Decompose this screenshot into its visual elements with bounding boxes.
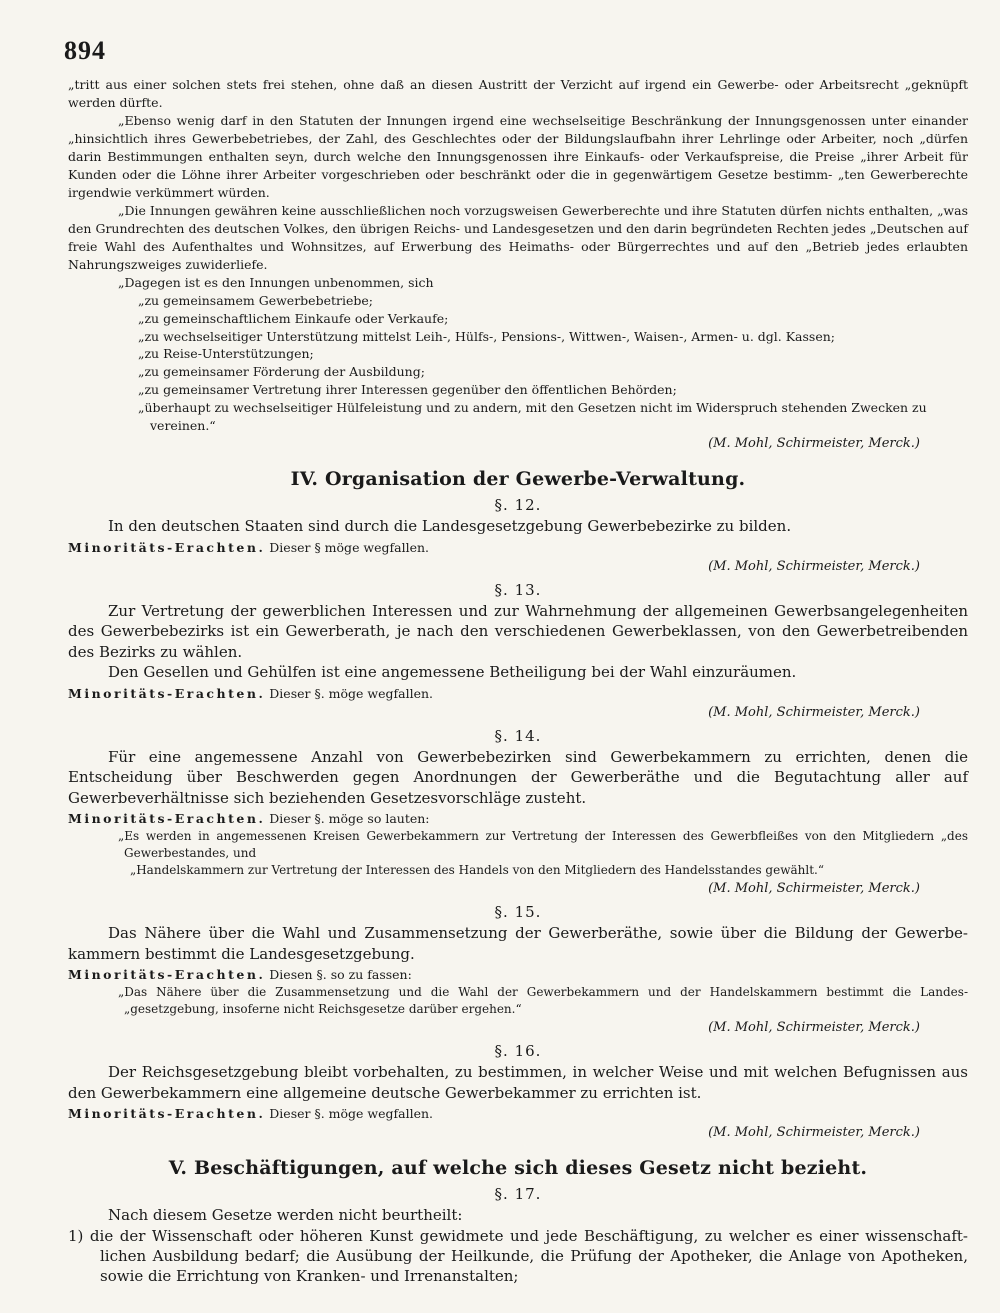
list-item: „zu Reise-Unterstützungen; (138, 346, 314, 362)
section-13-minority (68, 685, 968, 703)
minority-text: Diesen §. so zu fassen: (269, 967, 412, 983)
list-item: „zu wechselseitiger Unterstützung mittelst Leih-, Hülfs-, Pensions-, Wittwen-, Waisen-, Armen- u. dgl. Kassen; (138, 328, 835, 344)
heading-v: V. Beschäftigungen, auf welche sich dieses Gesetz nicht bezieht. (168, 1157, 868, 1180)
section-15-text: Das Nähere über die Wahl und Zusammensetzung der Gewerberäthe, sowie über die Bildung der Gewerbe- kammern bestimmt die Landesgesetzgebung. (68, 924, 968, 963)
signature: (M. Mohl, Schirmeister, Merck.) (708, 436, 920, 452)
section-12-number: §. 12. (494, 496, 542, 515)
section-14-minority (68, 810, 968, 828)
section-14-quote-2: „Handelskammern zur Vertretung der Interessen des Handels von den Mitgliedern des Handelsstandes gewählt.“ (130, 863, 824, 878)
section-12-minority (68, 539, 968, 557)
section-16-minority (68, 1105, 968, 1123)
signature: (M. Mohl, Schirmeister, Merck.) (708, 1020, 920, 1036)
section-12-text: In den deutschen Staaten sind durch die Landesgesetzgebung Gewerbebezirke zu bilden. (108, 517, 792, 536)
section-16-text: Der Reichsgesetzgebung bleibt vorbehalten, zu bestimmen, in welcher Weise und mit welchen Befugnissen aus den Gewerbekammern eine allgemeine deutsche Gewerbekammer zu errichten ist. (68, 1063, 968, 1102)
list-item: „zu gemeinsamer Förderung der Ausbildung; (138, 364, 425, 380)
list-item: „zu gemeinschaftlichem Einkaufe oder Verkaufe; (138, 310, 449, 326)
section-15-number: §. 15. (494, 903, 542, 922)
signature: (M. Mohl, Schirmeister, Merck.) (708, 558, 920, 574)
minority-label: Minoritäts-Erachten. (68, 1106, 266, 1122)
section-15-minority (68, 966, 968, 984)
intro-quote-1: „tritt aus einer solchen stets frei stehen, ohne daß an diesen Austritt der Verzicht auf irgend ein Gewerbe- oder Arbeitsrecht „geknüpft werden dürfte. (68, 77, 968, 110)
list-item: „überhaupt zu wechselseitiger Hülfeleistung und zu andern, mit den Gesetzen nicht im Widerspruch stehenden Zwecken zu (138, 399, 927, 415)
intro-list (68, 292, 968, 434)
minority-label: Minoritäts-Erachten. (68, 685, 266, 701)
list-item-continuation: vereinen.“ (150, 417, 216, 433)
heading-iv: IV. Organisation der Gewerbe-Verwaltung. (290, 468, 746, 491)
signature: (M. Mohl, Schirmeister, Merck.) (708, 704, 920, 720)
section-14-text: Für eine angemessene Anzahl von Gewerbebezirken sind Gewerbekammern zu errichten, denen die Entscheidung über Beschwerden gegen Anordnungen der Gewerberäthe und die Begutachtung aller auf Gewerbeverhältnisse sich beziehenden Gesetzesvorschläge zusteht. (68, 747, 968, 807)
page-body (68, 76, 968, 1286)
section-14-quote-1: „Es werden in angemessenen Kreisen Gewerbekammern zur Vertretung der Interessen des Gewerbfleißes von den Mitgliedern „des Gewerbestandes, und (118, 829, 968, 861)
signature: (M. Mohl, Schirmeister, Merck.) (708, 881, 920, 897)
minority-label: Minoritäts-Erachten. (68, 811, 266, 827)
section-14-number: §. 14. (494, 726, 542, 745)
section-13-number: §. 13. (494, 580, 542, 599)
section-13-text-2: Den Gesellen und Gehülfen ist eine angemessene Betheiligung bei der Wahl einzuräumen. (108, 663, 797, 682)
minority-text: Dieser § möge wegfallen. (269, 539, 430, 555)
intro-quote-4: „Dagegen ist es den Innungen unbenommen, sich (118, 275, 434, 290)
list-item: „zu gemeinsamer Vertretung ihrer Interessen gegenüber den öffentlichen Behörden; (138, 381, 677, 397)
minority-label: Minoritäts-Erachten. (68, 967, 266, 983)
section-17-intro: Nach diesem Gesetze werden nicht beurtheilt: (108, 1206, 463, 1225)
section-16-number: §. 16. (494, 1042, 542, 1061)
signature: (M. Mohl, Schirmeister, Merck.) (708, 1125, 920, 1141)
section-13-text-1: Zur Vertretung der gewerblichen Interessen und zur Wahrnehmung der allgemeinen Gewerbsangelegenheiten des Gewerbebezirks ist ein Gewerberath, je nach den verschiedenen Gewerbeklassen, von den Gewerbetreibenden des Bezirks zu wählen. (68, 601, 968, 661)
section-17-number: §. 17. (494, 1185, 542, 1204)
intro-quote-2: „Ebenso wenig darf in den Statuten der Innungen irgend eine wechselseitige Beschränkung der Innungsgenossen unter einander „hinsichtlich ihres Gewerbebetriebes, der Zahl, des Geschlechtes oder der Bildungslaufbahn ihrer Lehrlinge oder Arbeiter, noch „dürfen darin Bestimmungen enthalten seyn, durch welche den Innungsgenossen ihre Einkaufs- oder Verkaufspreise, die Preise „ihrer Arbeit für Kunden oder die Löhne ihrer Arbeiter vorgeschrieben oder beschränkt oder die in gegenwärtigem Gesetze bestimm- „ten Gewerberechte irgendwie verkümmert würden. (68, 113, 968, 200)
minority-text: Dieser §. möge so lauten: (269, 811, 430, 827)
section-17-item-1: 1) die der Wissenschaft oder höheren Kunst gewidmete und jede Beschäftigung, zu welcher es einer wissenschaft- lichen Ausbildung bedarf; die Ausübung der Heilkunde, die Prüfung der Apotheker, die Anlage von Apotheken, sowie die Errichtung von Kranken- und Irrenanstalten; (68, 1226, 968, 1285)
page-number: 894 (64, 36, 106, 65)
intro-quote-3: „Die Innungen gewähren keine ausschließlichen noch vorzugsweisen Gewerberechte und ihre Statuten dürfen nichts enthalten, „was den Grundrechten des deutschen Volkes, den übrigen Reichs- und Landesgesetzen und den darin begründeten Rechten jedes „Deutschen auf freie Wahl des Aufenthaltes und Wohnsitzes, auf Erwerbung des Heimaths- oder Bürgerrechtes und auf den „Betrieb jedes erlaubten Nahrungszweiges zuwiderliefe. (68, 203, 968, 272)
list-item: „zu gemeinsamem Gewerbebetriebe; (138, 293, 373, 308)
minority-text: Dieser §. möge wegfallen. (269, 685, 434, 701)
minority-text: Dieser §. möge wegfallen. (269, 1106, 434, 1122)
minority-label: Minoritäts-Erachten. (68, 539, 266, 555)
section-15-quote: „Das Nähere über die Zusammensetzung und die Wahl der Gewerbekammern und der Handelskammern bestimmt die Landes- „gesetzgebung, insoferne nicht Reichsgesetze darüber ergehen.“ (118, 985, 968, 1017)
